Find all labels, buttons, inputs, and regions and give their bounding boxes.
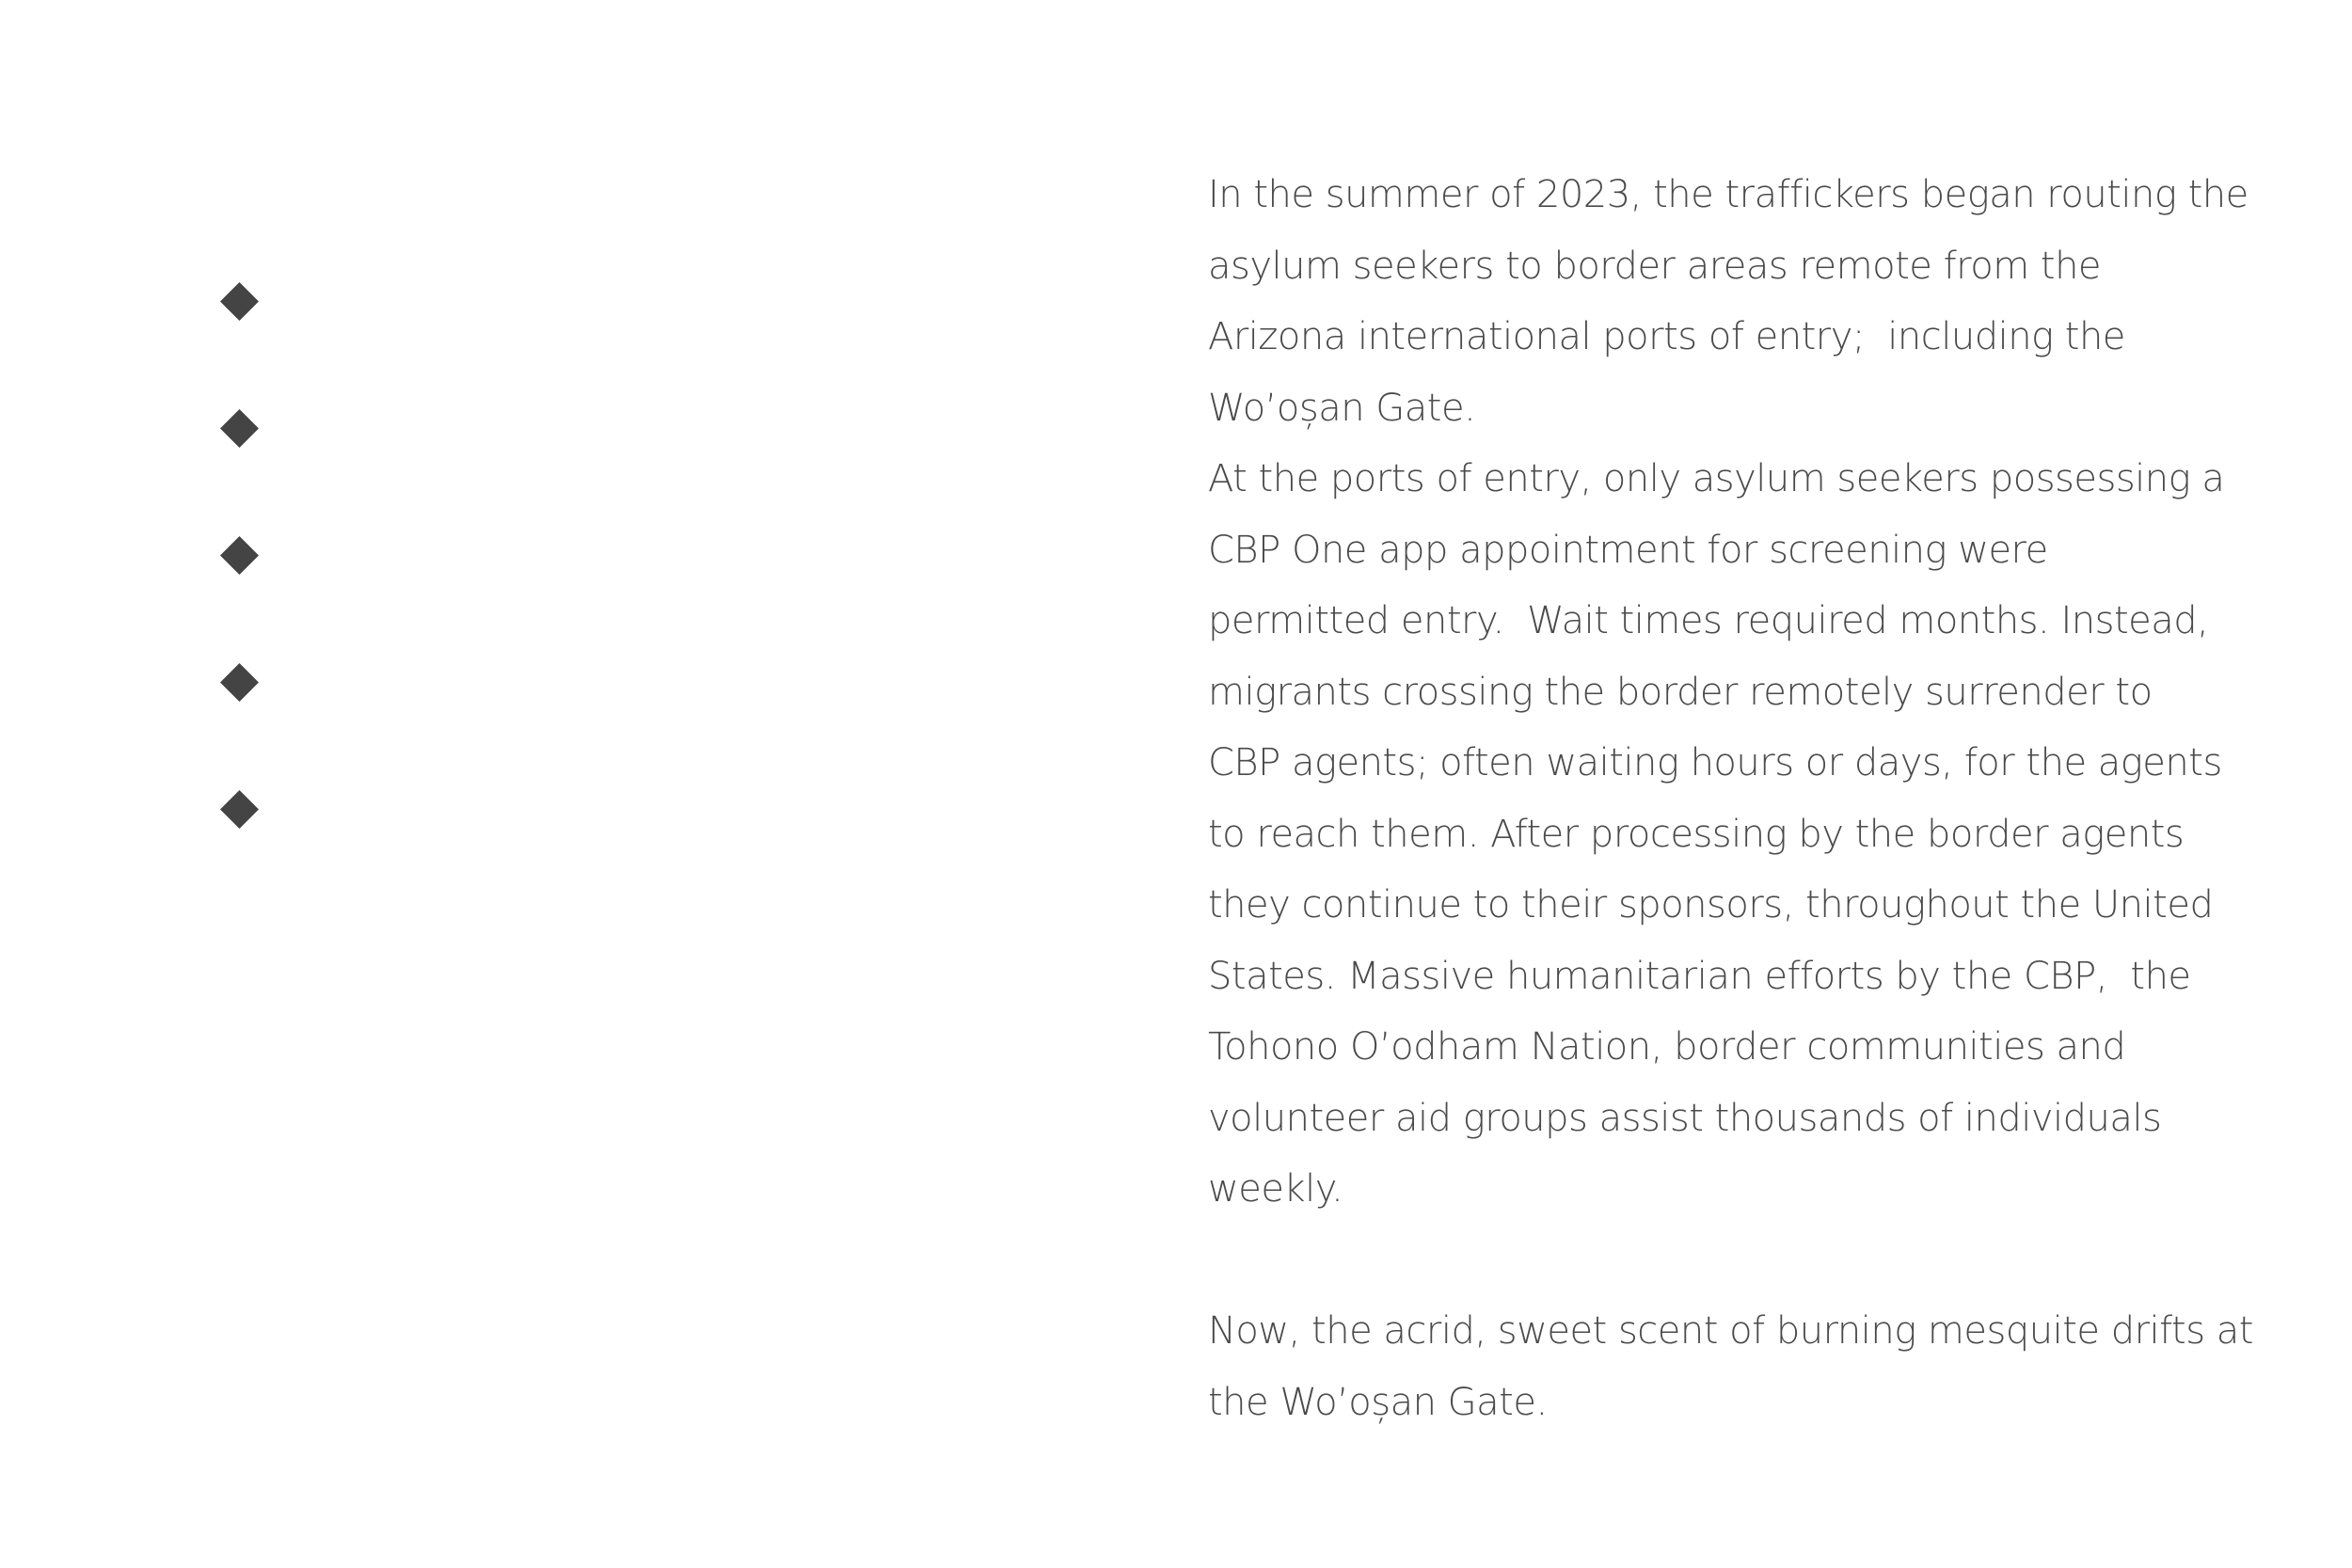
text-line: they continue to their sponsors, throughout the United — [1208, 883, 2214, 927]
text-line: Arizona international ports of entry; including the — [1208, 315, 2125, 358]
body-text — [1208, 160, 2253, 1438]
text-line: permitted entry. Wait times required months. Instead, — [1208, 599, 2209, 642]
main-paragraph — [1208, 160, 2249, 1226]
text-line: CBP One app appointment for screening were — [1208, 528, 2048, 572]
text-line: Tohono O’odham Nation, border communities and — [1208, 1025, 2126, 1069]
text-line: the Wo’oșan Gate. — [1208, 1380, 1548, 1424]
paragraph-spacer — [1208, 1226, 2149, 1297]
diamond-bullet-icon — [218, 661, 260, 703]
diamond-bullet-icon — [218, 788, 260, 830]
diamond-bullet-icon — [218, 280, 260, 322]
text-line: Now, the acrid, sweet scent of burning mesquite drifts at — [1208, 1309, 2253, 1353]
diamond-bullet-icon — [218, 534, 260, 576]
text-line: At the ports of entry, only asylum seekers possessing a — [1208, 457, 2225, 500]
text-line: asylum seekers to border areas remote from the — [1208, 244, 2102, 288]
text-line: to reach them. After processing by the border agents — [1208, 812, 2185, 856]
text-line: volunteer aid groups assist thousands of individuals — [1208, 1096, 2162, 1140]
closing-paragraph — [1208, 1296, 2253, 1438]
text-line: weekly. — [1208, 1167, 1343, 1211]
text-line: migrants crossing the border remotely surrender to — [1208, 670, 2153, 714]
text-line: In the summer of 2023, the traffickers began routing the — [1208, 173, 2249, 216]
text-line: CBP agents; often waiting hours or days, for the agents — [1208, 741, 2222, 784]
text-line: States. Massive humanitarian efforts by the CBP, the — [1208, 954, 2191, 998]
diamond-bullet-icon — [218, 407, 260, 449]
text-line: Wo’oșan Gate. — [1208, 386, 1476, 430]
